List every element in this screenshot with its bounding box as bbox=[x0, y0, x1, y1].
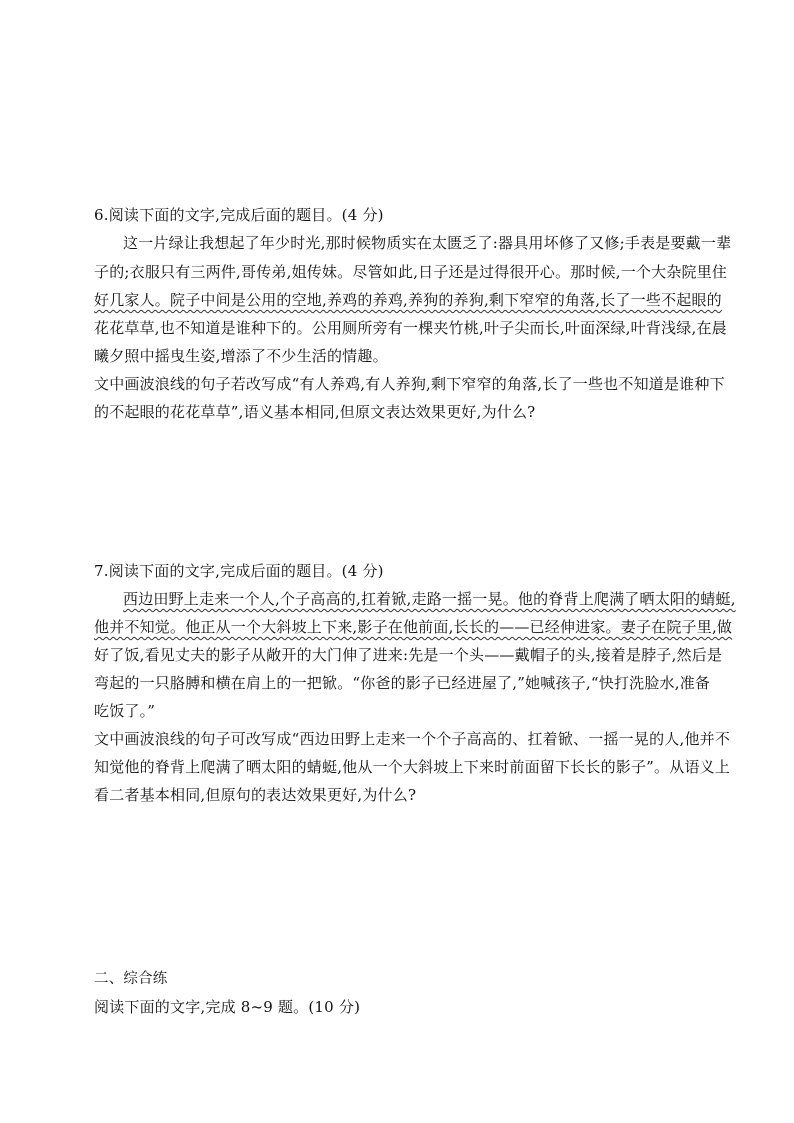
q6-question-line: 的不起眼的花花草草”,语义基本相同,但原文表达效果更好,为什么? bbox=[94, 403, 536, 421]
q7-question-line: 文中画波浪线的句子可改写成“西边田野上走来一个个子高高的、扛着锨、一摇一晃的人,他并不 bbox=[94, 730, 731, 748]
q6-passage-line: 子的;衣服只有三两件,哥传弟,姐传妹。尽管如此,日子还是过得很开心。那时候,一个大杂院里住 bbox=[94, 263, 728, 281]
q6-passage-line: 好几家人。院子中间是公用的空地,养鸡的养鸡,养狗的养狗,剩下窄窄的角落,长了一些不起眼的 bbox=[94, 291, 722, 309]
q6-passage-line: 花花草草,也不知道是谁种下的。公用厕所旁有一棵夹竹桃,叶子尖而长,叶面深绿,叶背浅绿,在晨 bbox=[94, 319, 727, 337]
q7-question-line: 知觉他的脊背上爬满了晒太阳的蜻蜓,他从一个大斜坡上下来时前面留下长长的影子”。从语义上 bbox=[94, 758, 731, 776]
q7-passage-line: 他并不知觉。他正从一个大斜坡上下来,影子在他前面,长长的——已经伸进家。妻子在院子里,做 bbox=[94, 618, 733, 636]
q7-passage-line: 吃饭了。” bbox=[94, 702, 156, 720]
section-heading: 二、综合练 bbox=[94, 971, 168, 987]
q6-title: 6.阅读下面的文字,完成后面的题目。(4 分) bbox=[94, 206, 384, 224]
q7-title: 7.阅读下面的文字,完成后面的题目。(4 分) bbox=[94, 562, 384, 580]
q6-question-line: 文中画波浪线的句子若改写成“有人养鸡,有人养狗,剩下窄窄的角落,长了一些也不知道是谁种下 bbox=[94, 375, 725, 393]
q7-passage-line: 西边田野上走来一个人,个子高高的,扛着锨,走路一摇一晃。他的脊背上爬满了晒太阳的蜻蜓, bbox=[123, 590, 736, 608]
q7-passage-line: 好了饭,看见丈夫的影子从敞开的大门伸了进来:先是一个头——戴帽子的头,接着是脖子,然后是 bbox=[94, 646, 723, 664]
q6-passage-line: 这一片绿让我想起了年少时光,那时候物质实在太匮乏了:器具用坏修了又修;手表是要戴一辈 bbox=[123, 234, 732, 252]
q7-question-line: 看二者基本相同,但原句的表达效果更好,为什么? bbox=[94, 786, 417, 804]
q7-passage-line: 弯起的一只胳膊和横在肩上的一把锨。“你爸的影子已经进屋了,”她喊孩子,“快打洗脸水,准备 bbox=[94, 674, 711, 692]
q6-passage-line: 曦夕照中摇曳生姿,增添了不少生活的情趣。 bbox=[94, 347, 388, 365]
section-instruction: 阅读下面的文字,完成 8~9 题。(10 分) bbox=[94, 998, 361, 1016]
